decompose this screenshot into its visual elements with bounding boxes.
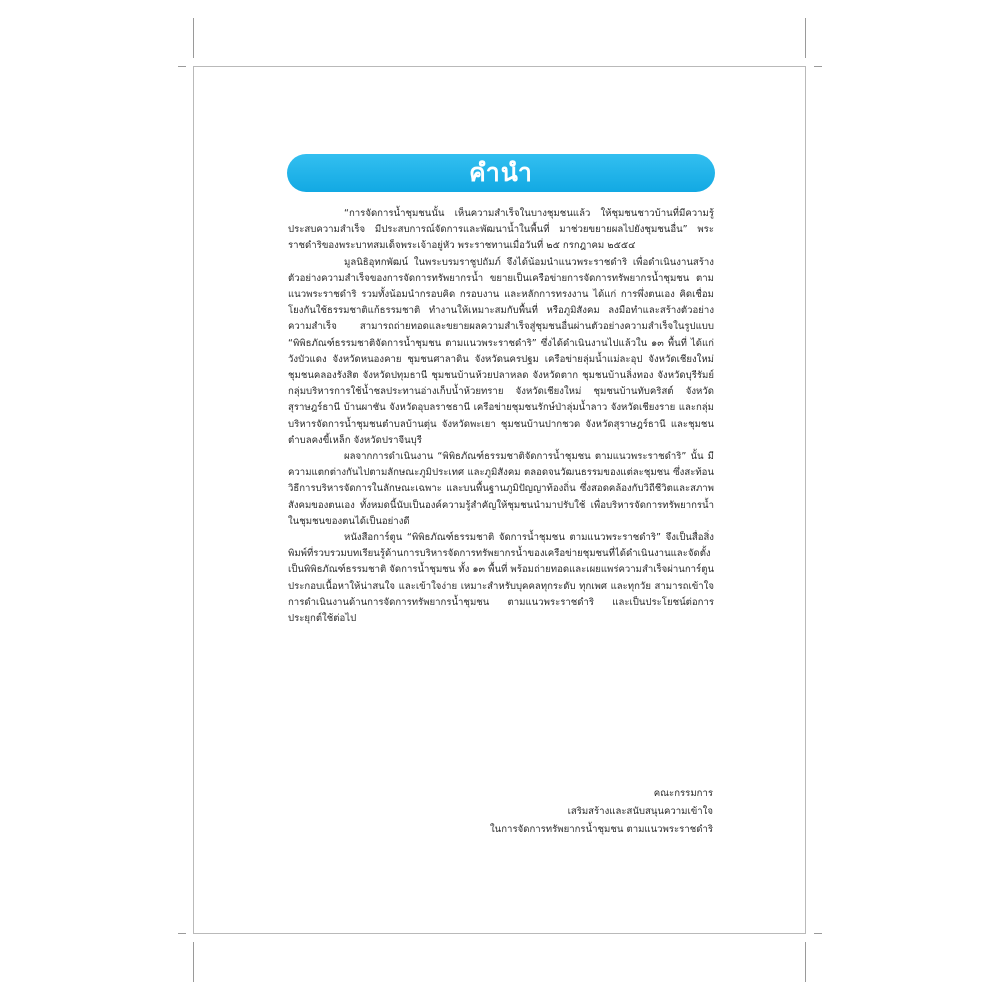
crop-mark	[178, 66, 186, 67]
document-page	[193, 66, 806, 934]
crop-mark	[814, 933, 822, 934]
preface-paragraph: หนังสือการ์ตูน “พิพิธภัณฑ์ธรรมชาติ จัดการน้ำชุมชน ตามแนวพระราชดำริ” จึงเป็นสื่อสิ่งพิมพ์ที่รวบรวมบทเรียนรู้ด้านการบริหารจัดการทรัพยากรน้ำของเครือข่ายชุมชนที่ได้ดำเนินงานและจัดตั้งเป็นพิพิธภัณฑ์ธรรมชาติ จัดการน้ำชุมชน ทั้ง ๑๓ พื้นที่ พร้อมถ่ายทอดและเผยแพร่ความสำเร็จผ่านการ์ตูนประกอบเนื้อหาให้น่าสนใจ และเข้าใจง่าย เหมาะสำหรับบุคคลทุกระดับ ทุกเพศ และทุกวัย สามารถเข้าใจการดำเนินงานด้านการจัดการทรัพยากรน้ำชุมชน ตามแนวพระราชดำริ และเป็นประโยชน์ต่อการประยุกต์ใช้ต่อไป	[288, 532, 715, 625]
crop-mark	[805, 942, 806, 982]
preface-paragraph: ผลจากการดำเนินงาน “พิพิธภัณฑ์ธรรมชาติจัดการน้ำชุมชน ตามแนวพระราชดำริ” นั้น มีความแตกต่างกันไปตามลักษณะภูมิประเทศ และภูมิสังคม ตลอดจนวัฒนธรรมของแต่ละชุมชน ซึ่งสะท้อนวิธีการบริหารจัดการในลักษณะเฉพาะ และบนพื้นฐานภูมิปัญญาท้องถิ่น ซึ่งสอดคล้องกับวิถีชีวิตและสภาพสังคมของตนเอง ทั้งหมดนี้นับเป็นองค์ความรู้สำคัญให้ชุมชนนำมาปรับใช้ เพื่อบริหารจัดการทรัพยากรน้ำในชุมชนของตนได้เป็นอย่างดี	[288, 451, 714, 527]
crop-mark	[193, 18, 194, 58]
signature-block	[490, 785, 713, 839]
page-title-banner	[287, 154, 715, 192]
page-title: คำนำ	[469, 158, 533, 187]
preface-paragraph: “การจัดการน้ำชุมชนนั้น เห็นความสำเร็จในบางชุมชนแล้ว ให้ชุมชนชาวบ้านที่มีความรู้ ประสบความสำเร็จ มีประสบการณ์จัดการและพัฒนาน้ำในพื้นที่ มาช่วยขยายผลไปยังชุมชนอื่น” พระราชดำริของพระบาทสมเด็จพระเจ้าอยู่หัว พระราชทานเมื่อวันที่ ๒๕ กรกฎาคม ๒๕๕๔	[288, 208, 714, 252]
crop-mark	[805, 18, 806, 58]
crop-mark	[178, 933, 186, 934]
preface-paragraph: มูลนิธิอุทกพัฒน์ ในพระบรมราชูปถัมภ์ จึงได้น้อมนำแนวพระราชดำริ เพื่อดำเนินงานสร้างตัวอย่างความสำเร็จของการจัดการทรัพยากรน้ำ ขยายเป็นเครือข่ายการจัดการทรัพยากรน้ำชุมชน ตามแนวพระราชดำริ รวมทั้งน้อมนำกรอบคิด กรอบงาน และหลักการทรงงาน ได้แก่ การพึ่งตนเอง คิดเชื่อมโยงกันใช้ธรรมชาติแก้ธรรมชาติ ทำงานให้เหมาะสมกับพื้นที่ หรือภูมิสังคม ลงมือทำและสร้างตัวอย่างความสำเร็จ สามารถถ่ายทอดและขยายผลความสำเร็จสู่ชุมชนอื่นผ่านตัวอย่างความสำเร็จในรูปแบบ “พิพิธภัณฑ์ธรรมชาติจัดการน้ำชุมชน ตามแนวพระราชดำริ” ซึ่งได้ดำเนินงานไปแล้วใน ๑๓ พื้นที่ ได้แก่ วังบัวแดง จังหวัดหนองคาย ชุมชนศาลาดิน จังหวัดนครปฐม เครือข่ายลุ่มน้ำแม่ละอุป จังหวัดเชียงใหม่ ชุมชนคลองรังสิต จังหวัดปทุมธานี ชุมชนบ้านห้วยปลาหลด จังหวัดตาก ชุมชนบ้านลิ่งทอง จังหวัดบุรีรัมย์ กลุ่มบริหารการใช้น้ำชลประทานอ่างเก็บน้ำห้วยทราย จังหวัดเชียงใหม่ ชุมชนบ้านทับคริสต์ จังหวัดสุราษฎร์ธานี บ้านผาชัน จังหวัดอุบลราชธานี เครือข่ายชุมชนรักษ์ป่าลุ่มน้ำลาว จังหวัดเชียงราย และกลุ่มบริหารจัดการน้ำชุมชนตำบลบ้านตุ่น จังหวัดพะเยา ชุมชนบ้านปากชวด จังหวัดสุราษฎร์ธานี และชุมชนตำบลคงขี้เหล็ก จังหวัดปราจีนบุรี	[288, 256, 714, 446]
crop-mark	[814, 66, 822, 67]
preface-body	[288, 206, 714, 627]
signature-line: คณะกรรมการ	[653, 788, 713, 799]
signature-line: เสริมสร้างและสนับสนุนความเข้าใจ	[567, 806, 713, 817]
crop-mark	[193, 942, 194, 982]
signature-line: ในการจัดการทรัพยากรน้ำชุมชน ตามแนวพระราชดำริ	[490, 824, 713, 835]
